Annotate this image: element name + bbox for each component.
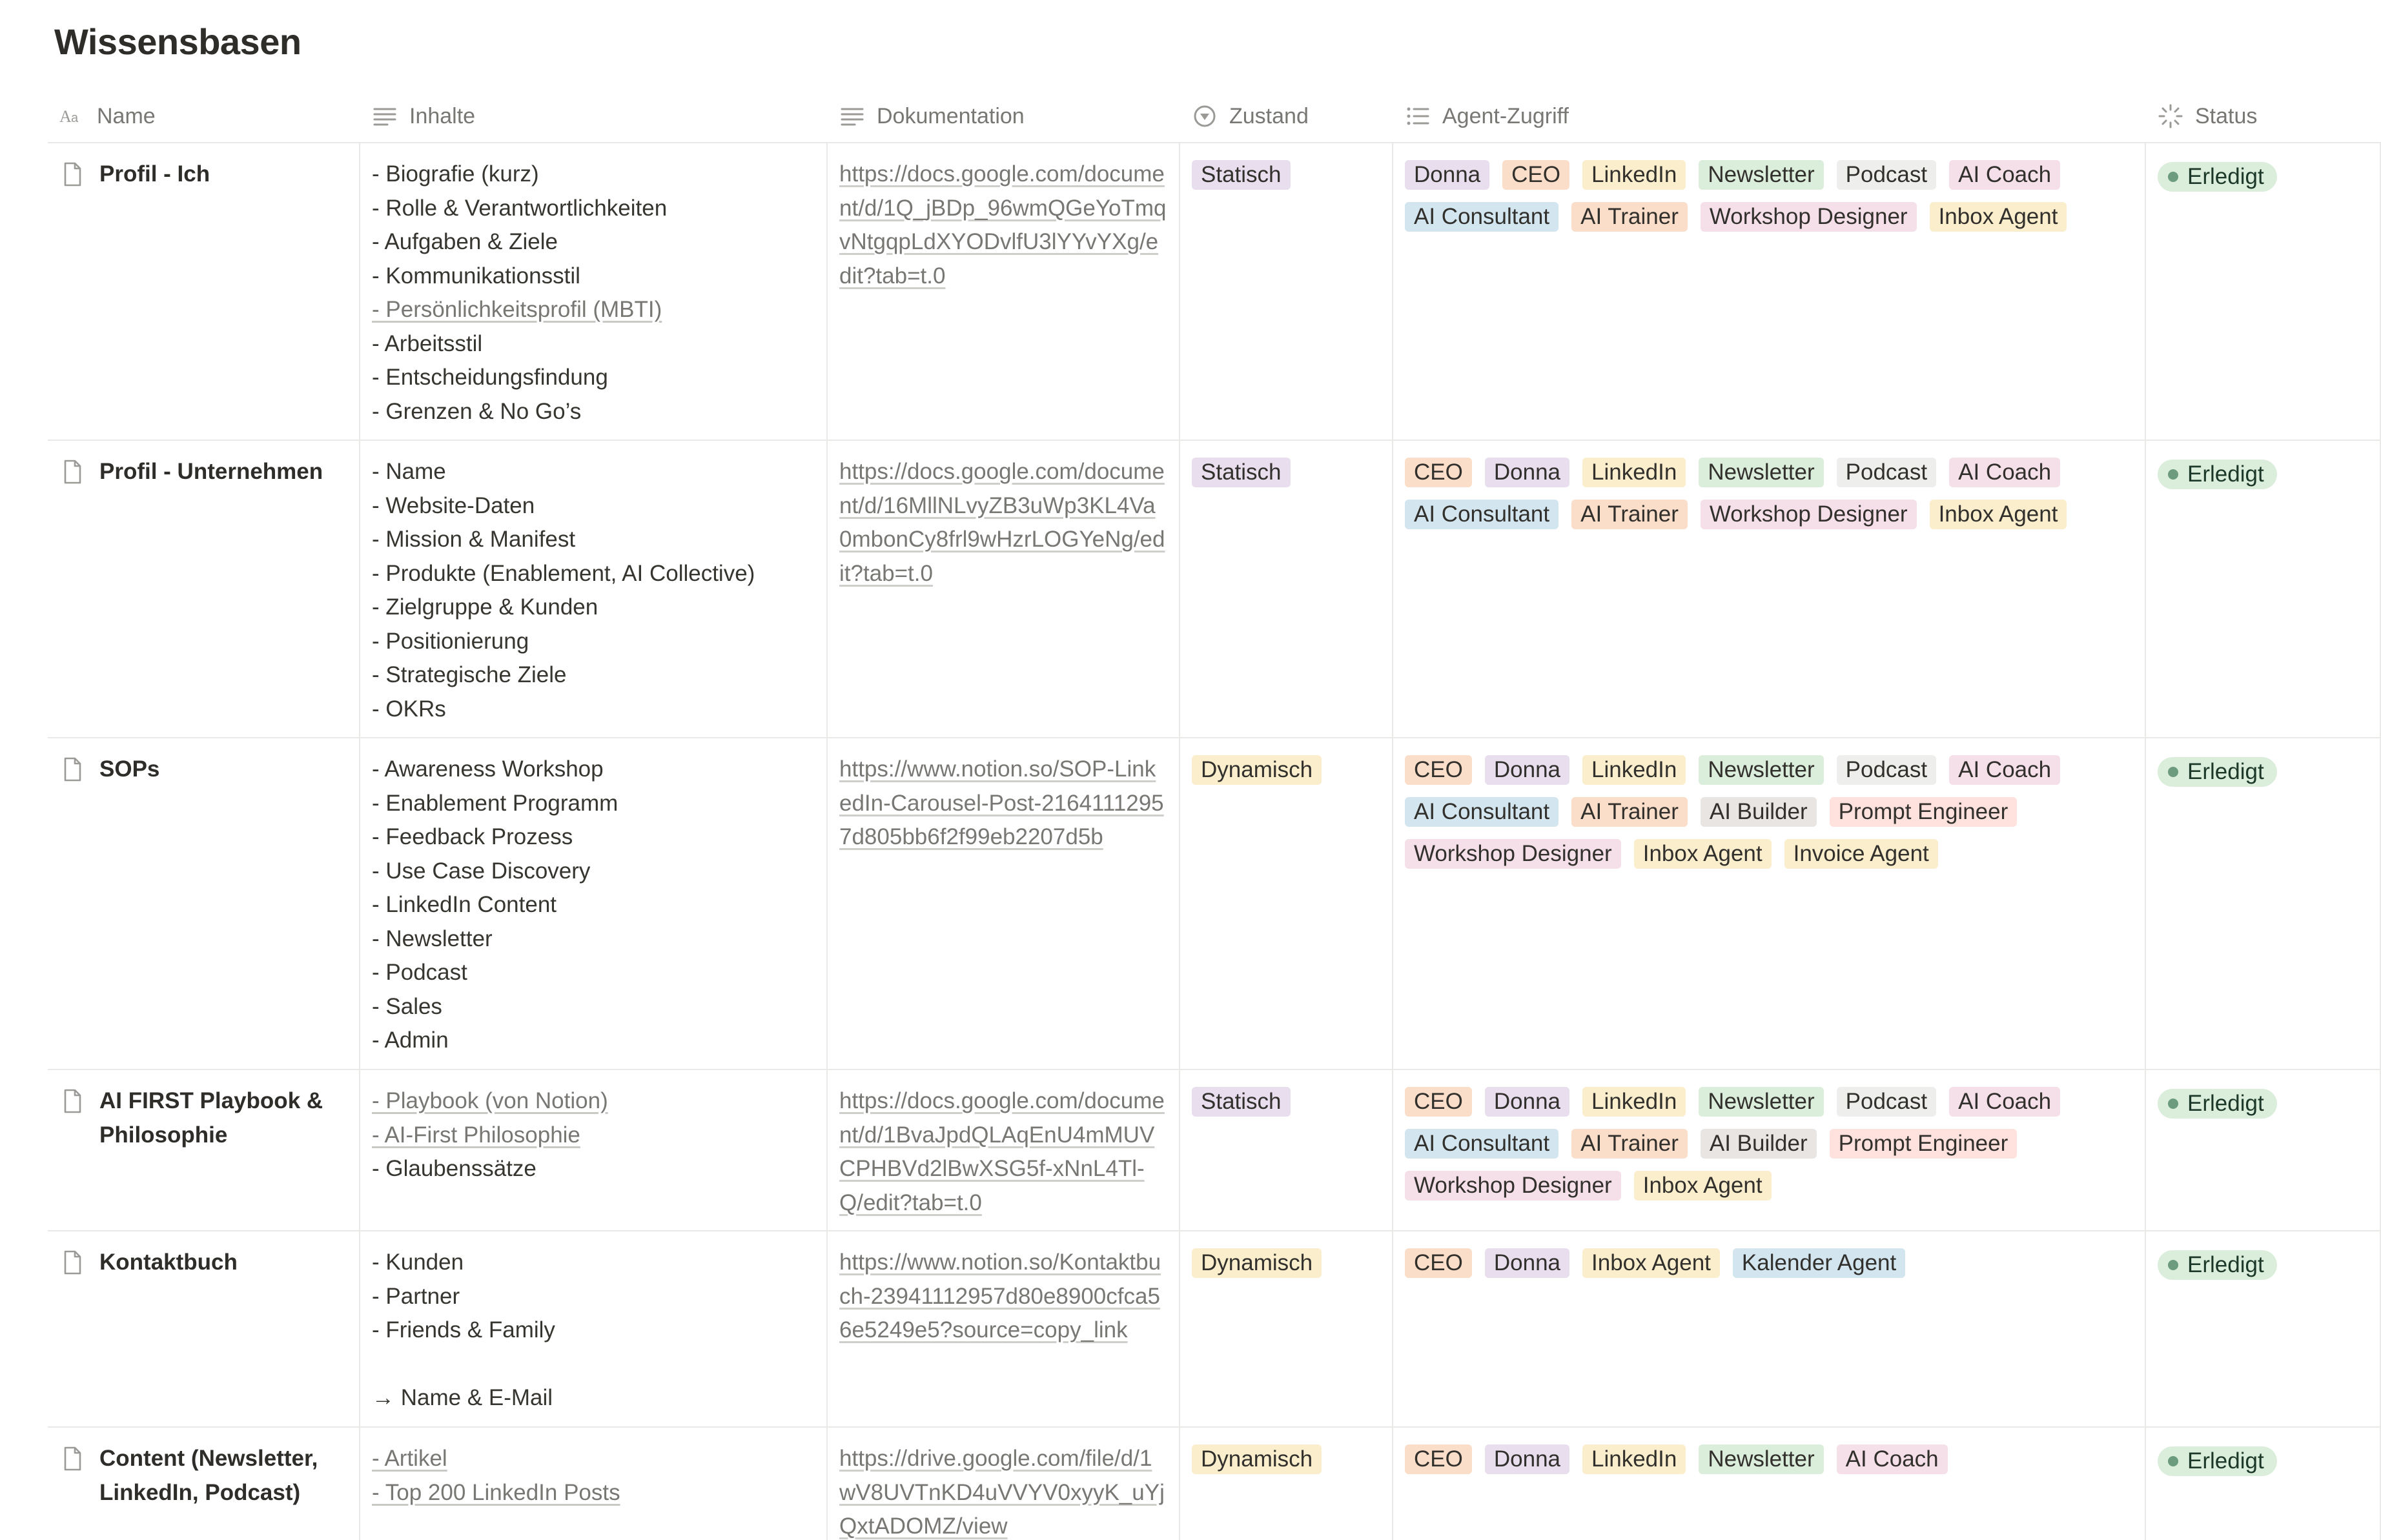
agent-tag: Donna [1405, 160, 1489, 190]
agent-tag: LinkedIn [1582, 755, 1686, 785]
zustand-tag: Statisch [1192, 458, 1291, 487]
agent-tag: AI Builder [1701, 797, 1817, 827]
agent-tag: Donna [1485, 1248, 1569, 1278]
cell-zustand[interactable] [1180, 1428, 1393, 1540]
status-dot-icon [2168, 1099, 2178, 1109]
cell-zustand[interactable] [1180, 1070, 1393, 1230]
status-badge [2158, 757, 2277, 787]
agent-tag: CEO [1405, 1248, 1472, 1278]
inhalte-line: - Enablement Programm [372, 790, 618, 816]
agent-tag: AI Trainer [1571, 797, 1688, 827]
cell-name[interactable] [48, 1231, 360, 1426]
agent-tag: Kalender Agent [1733, 1248, 1905, 1278]
status-label: Erledigt [2187, 164, 2264, 189]
agent-tag: AI Coach [1949, 458, 2060, 487]
page-icon [59, 756, 85, 782]
agent-tag: AI Trainer [1571, 1129, 1688, 1159]
cell-status[interactable] [2146, 738, 2381, 1069]
agent-tag: CEO [1405, 1444, 1472, 1474]
cell-zustand[interactable] [1180, 441, 1393, 737]
cell-agent-zugriff[interactable] [1393, 738, 2146, 1069]
agent-tag: LinkedIn [1582, 160, 1686, 190]
agent-tag: LinkedIn [1582, 458, 1686, 487]
cell-dokumentation[interactable] [828, 441, 1180, 737]
agent-tag: AI Coach [1837, 1444, 1948, 1474]
agent-tag: CEO [1405, 755, 1472, 785]
agent-tag: CEO [1502, 160, 1569, 190]
inhalte-line: - Friends & Family [372, 1317, 555, 1342]
column-header-name[interactable] [48, 90, 360, 142]
agent-tag: Newsletter [1699, 1444, 1823, 1474]
cell-dokumentation[interactable] [828, 738, 1180, 1069]
inhalte-line: - Website-Daten [372, 492, 535, 518]
agent-tag: AI Coach [1949, 1087, 2060, 1117]
zustand-tag: Dynamisch [1192, 1444, 1322, 1474]
agent-tag: Inbox Agent [1930, 202, 2067, 232]
inhalte-line: - Grenzen & No Go’s [372, 398, 582, 424]
agent-tag: Podcast [1837, 458, 1936, 487]
agent-tag: Podcast [1837, 160, 1936, 190]
inhalte-line [372, 1348, 815, 1382]
title-property-icon [59, 103, 85, 129]
inhalte-line: - Strategische Ziele [372, 662, 567, 687]
inhalte-line: - Glaubenssätze [372, 1156, 536, 1181]
agent-tag: AI Trainer [1571, 202, 1688, 232]
cell-inhalte[interactable] [360, 1070, 828, 1230]
agent-tag: Prompt Engineer [1830, 797, 2018, 827]
status-badge [2158, 460, 2277, 489]
inhalte-line: - Zielgruppe & Kunden [372, 594, 598, 620]
status-label: Erledigt [2187, 1448, 2264, 1474]
status-label: Erledigt [2187, 1091, 2264, 1116]
inhalte-line: - Biografie (kurz) [372, 161, 539, 187]
page-icon [59, 1088, 85, 1114]
documentation-link[interactable]: https://docs.google.com/document/d/1Q_jBDp_96wmQGeYoTmqvNtgqpLdXYODvlfU3lYYvYXg/edit?tab=t.0 [839, 161, 1167, 289]
agent-tag: Workshop Designer [1701, 500, 1917, 529]
cell-status[interactable] [2146, 1231, 2381, 1426]
row-title[interactable]: Kontaktbuch [99, 1250, 238, 1275]
cell-zustand[interactable] [1180, 1231, 1393, 1426]
inhalte-line: - Positionierung [372, 628, 529, 654]
cell-zustand[interactable] [1180, 143, 1393, 440]
agent-tag: Prompt Engineer [1830, 1129, 2018, 1159]
table-row[interactable] [48, 1231, 2381, 1428]
inhalte-line: - Rolle & Verantwortlichkeiten [372, 195, 668, 221]
status-dot-icon [2168, 1260, 2178, 1270]
inhalte-line: - Aufgaben & Ziele [372, 229, 558, 254]
status-badge [2158, 1089, 2277, 1119]
agent-tag: AI Coach [1949, 160, 2060, 190]
inhalte-line[interactable]: - Top 200 LinkedIn Posts [372, 1479, 620, 1505]
cell-inhalte[interactable] [360, 143, 828, 440]
page-title: Wissensbasen [54, 21, 301, 62]
agent-tag: AI Consultant [1405, 1129, 1558, 1159]
agent-tag: AI Coach [1949, 755, 2060, 785]
page-icon [59, 1446, 85, 1472]
cell-agent-zugriff[interactable] [1393, 1070, 2146, 1230]
inhalte-line: - Sales [372, 993, 442, 1019]
agent-tag: Newsletter [1699, 755, 1823, 785]
column-header-zustand[interactable] [1180, 90, 1393, 142]
cell-agent-zugriff[interactable] [1393, 143, 2146, 440]
inhalte-line: - Kommunikationsstil [372, 263, 580, 289]
agent-tag: Donna [1485, 755, 1569, 785]
documentation-link[interactable]: https://www.notion.so/SOP-LinkedIn-Carousel-Post-21641112957d805bb6f2f99eb2207d5b [839, 756, 1164, 849]
agent-tag: CEO [1405, 1087, 1472, 1117]
table-row[interactable] [48, 738, 2381, 1070]
zustand-tag: Dynamisch [1192, 1248, 1322, 1278]
agent-tag: Newsletter [1699, 1087, 1823, 1117]
inhalte-line: - OKRs [372, 696, 446, 722]
status-dot-icon [2168, 1456, 2178, 1466]
agent-tag: Donna [1485, 458, 1569, 487]
agent-tag: Podcast [1837, 755, 1936, 785]
cell-status[interactable] [2146, 1070, 2381, 1230]
agent-tag: AI Consultant [1405, 500, 1558, 529]
inhalte-line: - Arbeitsstil [372, 330, 483, 356]
status-badge [2158, 1250, 2277, 1280]
column-header-zustand-label: Zustand [1229, 103, 1309, 128]
table-row[interactable] [48, 441, 2381, 738]
status-badge [2158, 162, 2277, 192]
column-header-name-label: Name [97, 103, 156, 128]
cell-dokumentation[interactable] [828, 1070, 1180, 1230]
agent-tag: Donna [1485, 1444, 1569, 1474]
status-badge [2158, 1446, 2277, 1476]
status-dot-icon [2168, 469, 2178, 480]
svg-text:A: A [59, 107, 72, 126]
zustand-tag: Statisch [1192, 1087, 1291, 1117]
agent-tag: AI Consultant [1405, 202, 1558, 232]
cell-agent-zugriff[interactable] [1393, 1231, 2146, 1426]
column-header-dokumentation-label: Dokumentation [877, 103, 1025, 128]
cell-status[interactable] [2146, 1428, 2381, 1540]
column-header-agent-zugriff-label: Agent-Zugriff [1442, 103, 1569, 128]
table-row[interactable] [48, 143, 2381, 441]
agent-tag: Newsletter [1699, 160, 1823, 190]
agent-tag: Workshop Designer [1405, 1171, 1621, 1201]
row-title[interactable]: Profil - Ich [99, 161, 210, 187]
agent-tag: Podcast [1837, 1087, 1936, 1117]
cell-inhalte[interactable] [360, 1231, 828, 1426]
status-label: Erledigt [2187, 759, 2264, 784]
agent-tag: AI Builder [1701, 1129, 1817, 1159]
documentation-link[interactable]: https://docs.google.com/document/d/16MllNLvyZB3uWp3KL4Va0mbonCy8frl9wHzrLOGYeNg/edit?tab=t.0 [839, 459, 1165, 586]
inhalte-line: - Feedback Prozess [372, 824, 573, 849]
status-property-icon [2158, 103, 2183, 129]
status-dot-icon [2168, 767, 2178, 777]
inhalte-line: - Use Case Discovery [372, 858, 591, 884]
agent-tag: Inbox Agent [1582, 1248, 1720, 1278]
column-header-inhalte-label: Inhalte [409, 103, 476, 128]
agent-tag: Newsletter [1699, 458, 1823, 487]
status-label: Erledigt [2187, 1252, 2264, 1277]
inhalte-line: - Mission & Manifest [372, 527, 576, 552]
status-label: Erledigt [2187, 461, 2264, 487]
agent-tag: Inbox Agent [1634, 839, 1772, 869]
documentation-link[interactable]: https://docs.google.com/document/d/1BvaJpdQLAqEnU4mMUVCPHBVd2lBwXSG5f-xNnL4Tl-Q/edit?tab=t.0 [839, 1088, 1165, 1215]
cell-status[interactable] [2146, 441, 2381, 737]
agent-tag: AI Consultant [1405, 797, 1558, 827]
table-body [48, 143, 2381, 1540]
agent-tag: Workshop Designer [1405, 839, 1621, 869]
inhalte-line: - Awareness Workshop [372, 756, 604, 782]
inhalte-line: - Newsletter [372, 926, 493, 951]
column-header-dokumentation[interactable] [828, 90, 1180, 142]
inhalte-line: - Name [372, 459, 446, 484]
cell-inhalte[interactable] [360, 441, 828, 737]
cell-inhalte[interactable] [360, 1428, 828, 1540]
inhalte-line[interactable]: - Playbook (von Notion) [372, 1088, 608, 1113]
inhalte-line: - Produkte (Enablement, AI Collective) [372, 560, 755, 586]
cell-dokumentation[interactable] [828, 1231, 1180, 1426]
inhalte-line: - Partner [372, 1283, 460, 1309]
cell-status[interactable] [2146, 143, 2381, 440]
cell-dokumentation[interactable] [828, 1428, 1180, 1540]
agent-tag: Inbox Agent [1634, 1171, 1772, 1201]
cell-name[interactable] [48, 143, 360, 440]
inhalte-line: - Kunden [372, 1250, 464, 1275]
text-property-icon [839, 103, 865, 129]
agent-tag: LinkedIn [1582, 1087, 1686, 1117]
cell-zustand[interactable] [1180, 738, 1393, 1069]
multi-select-property-icon [1405, 103, 1431, 129]
cell-agent-zugriff[interactable] [1393, 441, 2146, 737]
table-header-row [48, 90, 2381, 143]
row-title[interactable]: Profil - Unternehmen [99, 459, 323, 484]
agent-tag: Donna [1485, 1087, 1569, 1117]
row-title[interactable]: AI FIRST Playbook & Philosophie [99, 1088, 323, 1148]
cell-dokumentation[interactable] [828, 143, 1180, 440]
agent-tag: AI Trainer [1571, 500, 1688, 529]
cell-agent-zugriff[interactable] [1393, 1428, 2146, 1540]
zustand-tag: Statisch [1192, 160, 1291, 190]
documentation-link[interactable]: https://www.notion.so/Kontaktbuch-23941112957d80e8900cfca56e5249e5?source=copy_link [839, 1250, 1161, 1342]
text-property-icon [372, 103, 398, 129]
cell-inhalte[interactable] [360, 738, 828, 1069]
agent-tag: Invoice Agent [1784, 839, 1938, 869]
svg-text:a: a [71, 111, 79, 125]
row-title[interactable]: Content (Newsletter, LinkedIn, Podcast) [99, 1446, 318, 1505]
table-row[interactable] [48, 1428, 2381, 1540]
agent-tag: CEO [1405, 458, 1472, 487]
cell-name[interactable] [48, 1428, 360, 1540]
documentation-link[interactable]: https://drive.google.com/file/d/1wV8UVTnKD4uVVYV0xyyK_uYjQxtADOMZ/view [839, 1446, 1165, 1539]
table-row[interactable] [48, 1070, 2381, 1231]
agent-tag: LinkedIn [1582, 1444, 1686, 1474]
cell-name[interactable] [48, 738, 360, 1069]
page-icon [59, 161, 85, 187]
column-header-inhalte[interactable] [360, 90, 828, 142]
page-icon [59, 1250, 85, 1275]
status-dot-icon [2168, 172, 2178, 182]
database-table [48, 90, 2381, 1540]
column-header-agent-zugriff[interactable] [1393, 90, 2146, 142]
column-header-status[interactable] [2146, 90, 2381, 142]
inhalte-line: - LinkedIn Content [372, 892, 557, 917]
inhalte-line: - Podcast [372, 960, 467, 985]
inhalte-line: - Admin [372, 1028, 449, 1053]
page-icon [59, 459, 85, 485]
inhalte-line[interactable]: - AI-First Philosophie [372, 1122, 580, 1148]
column-header-status-label: Status [2195, 103, 2258, 128]
zustand-tag: Dynamisch [1192, 755, 1322, 785]
select-property-icon [1192, 103, 1218, 129]
inhalte-line[interactable]: - Persönlichkeitsprofil (MBTI) [372, 297, 662, 322]
inhalte-line: - Entscheidungsfindung [372, 365, 608, 390]
inhalte-line: → Name & E-Mail [372, 1385, 553, 1410]
inhalte-line[interactable]: - Artikel [372, 1446, 447, 1471]
cell-name[interactable] [48, 1070, 360, 1230]
agent-tag: Workshop Designer [1701, 202, 1917, 232]
cell-name[interactable] [48, 441, 360, 737]
agent-tag: Inbox Agent [1930, 500, 2067, 529]
row-title[interactable]: SOPs [99, 756, 160, 782]
